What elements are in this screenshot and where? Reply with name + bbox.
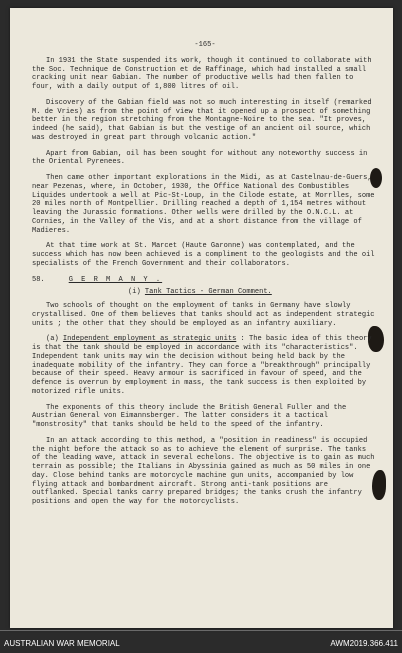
- footer-divider: [0, 630, 402, 631]
- document-page: [10, 8, 393, 628]
- paragraph: Two schools of thought on the employment of tanks in Germany have slowly crystallised. One of them believes that tanks should act as independent strategic units ; the other that they should be employed as an infantry auxiliary.: [32, 302, 375, 328]
- section-heading: [32, 276, 378, 285]
- paragraph: Discovery of the Gabian field was not so much interesting in itself (remarked M. de Vries) as from the point of view that it opened up a prospect of something better in the region stretching from the Montagne-Noire to the sea. "It proves, indeed (he said), that Gabian is but the vestige of an ancient oil source, which was destroyed in great part through volcanic action.": [32, 98, 372, 142]
- paragraph: In an attack according to this method, a "position in readiness" is occupied the night before the attack so as to achieve the element of surprise. The tanks of the leading wave, attack in several echelons. The objective is to gain as much terrain as possible; the Italians in Abyssinia gained as much as 50 miles in one day. Close behind tanks are motorcycle machine gun units, accompanied by low flying attack and bombardment aircraft. Strong anti-tank positions are outflanked. Special tanks carry prepared bridges; the tanks crush the infantry positions and open the way for the motorcyclists.: [32, 436, 375, 506]
- paragraph: At that time work at St. Marcet (Haute Garonne) was contemplated, and the success which has now been achieved is a compliment to the geologists and the oil specialists of the French Government and their collaborators.: [32, 242, 375, 268]
- item-a-label: (a): [46, 335, 59, 344]
- subsection-number: (i): [128, 288, 141, 297]
- item-a-paragraph: [32, 335, 378, 396]
- section-title: G E R M A N Y .: [68, 275, 163, 284]
- paragraph: The exponents of this theory include the British General Fuller and the Austrian General von Eimannsberger. The latter considers it a tactical "monstrosity" that tanks should be held to the speed of the infantry.: [32, 403, 347, 429]
- footer-bar: [0, 634, 402, 653]
- paragraph: Apart from Gabian, oil has been sought for without any noteworthy success in the Oriental Pyrenees.: [32, 149, 368, 167]
- item-a-body: : The basic idea of this theory is that the tank should be employed in accordance with its "characteristics". Independent tank units may win the decision without being held back by the inadequate mobility of the infantry. They can force a "breakthrough" principally because of their speed. Heavy armour is sacrificed in favour of speed, and the defence is overrun by employment in mass, the tank success is then exploited by motorized rifle units.: [32, 335, 372, 396]
- footer-reference: AWM2019.366.411: [330, 639, 398, 648]
- subsection-heading: [128, 288, 378, 297]
- paragraph: Then came other important explorations in the Midi, as at Castelnau-de-Guers, near Pezenas, where, in October, 1930, the Office National des Combustibles Liquides undertook a well at Pic-St-Loup, in the Cilode estate, at Morrlles, some 20 miles north of Montpellier. Drilling reached a depth of 1,154 metres without leaving the Jurassic formations. Other wells were drilled by the O.N.C.L. at Cornies, in the Valley of the Vis, and at a short distance from the village of Madieres.: [32, 174, 375, 235]
- section-number: 58.: [32, 275, 45, 284]
- subsection-title: Tank Tactics - German Comment.: [144, 288, 272, 297]
- document-body: [32, 41, 378, 514]
- paragraph: In 1931 the State suspended its work, though it continued to collaborate with the Soc. Technique de Construction et de Raffinage, which had installed a small cracking unit near Gabian. The number of productive wells had then fallen to four, with a daily output of 1,800 litres of oil.: [32, 56, 372, 91]
- page-number: -165-: [194, 41, 216, 49]
- footer-institution: AUSTRALIAN WAR MEMORIAL: [4, 639, 120, 648]
- item-a-heading: Independent employment as strategic units: [62, 335, 237, 344]
